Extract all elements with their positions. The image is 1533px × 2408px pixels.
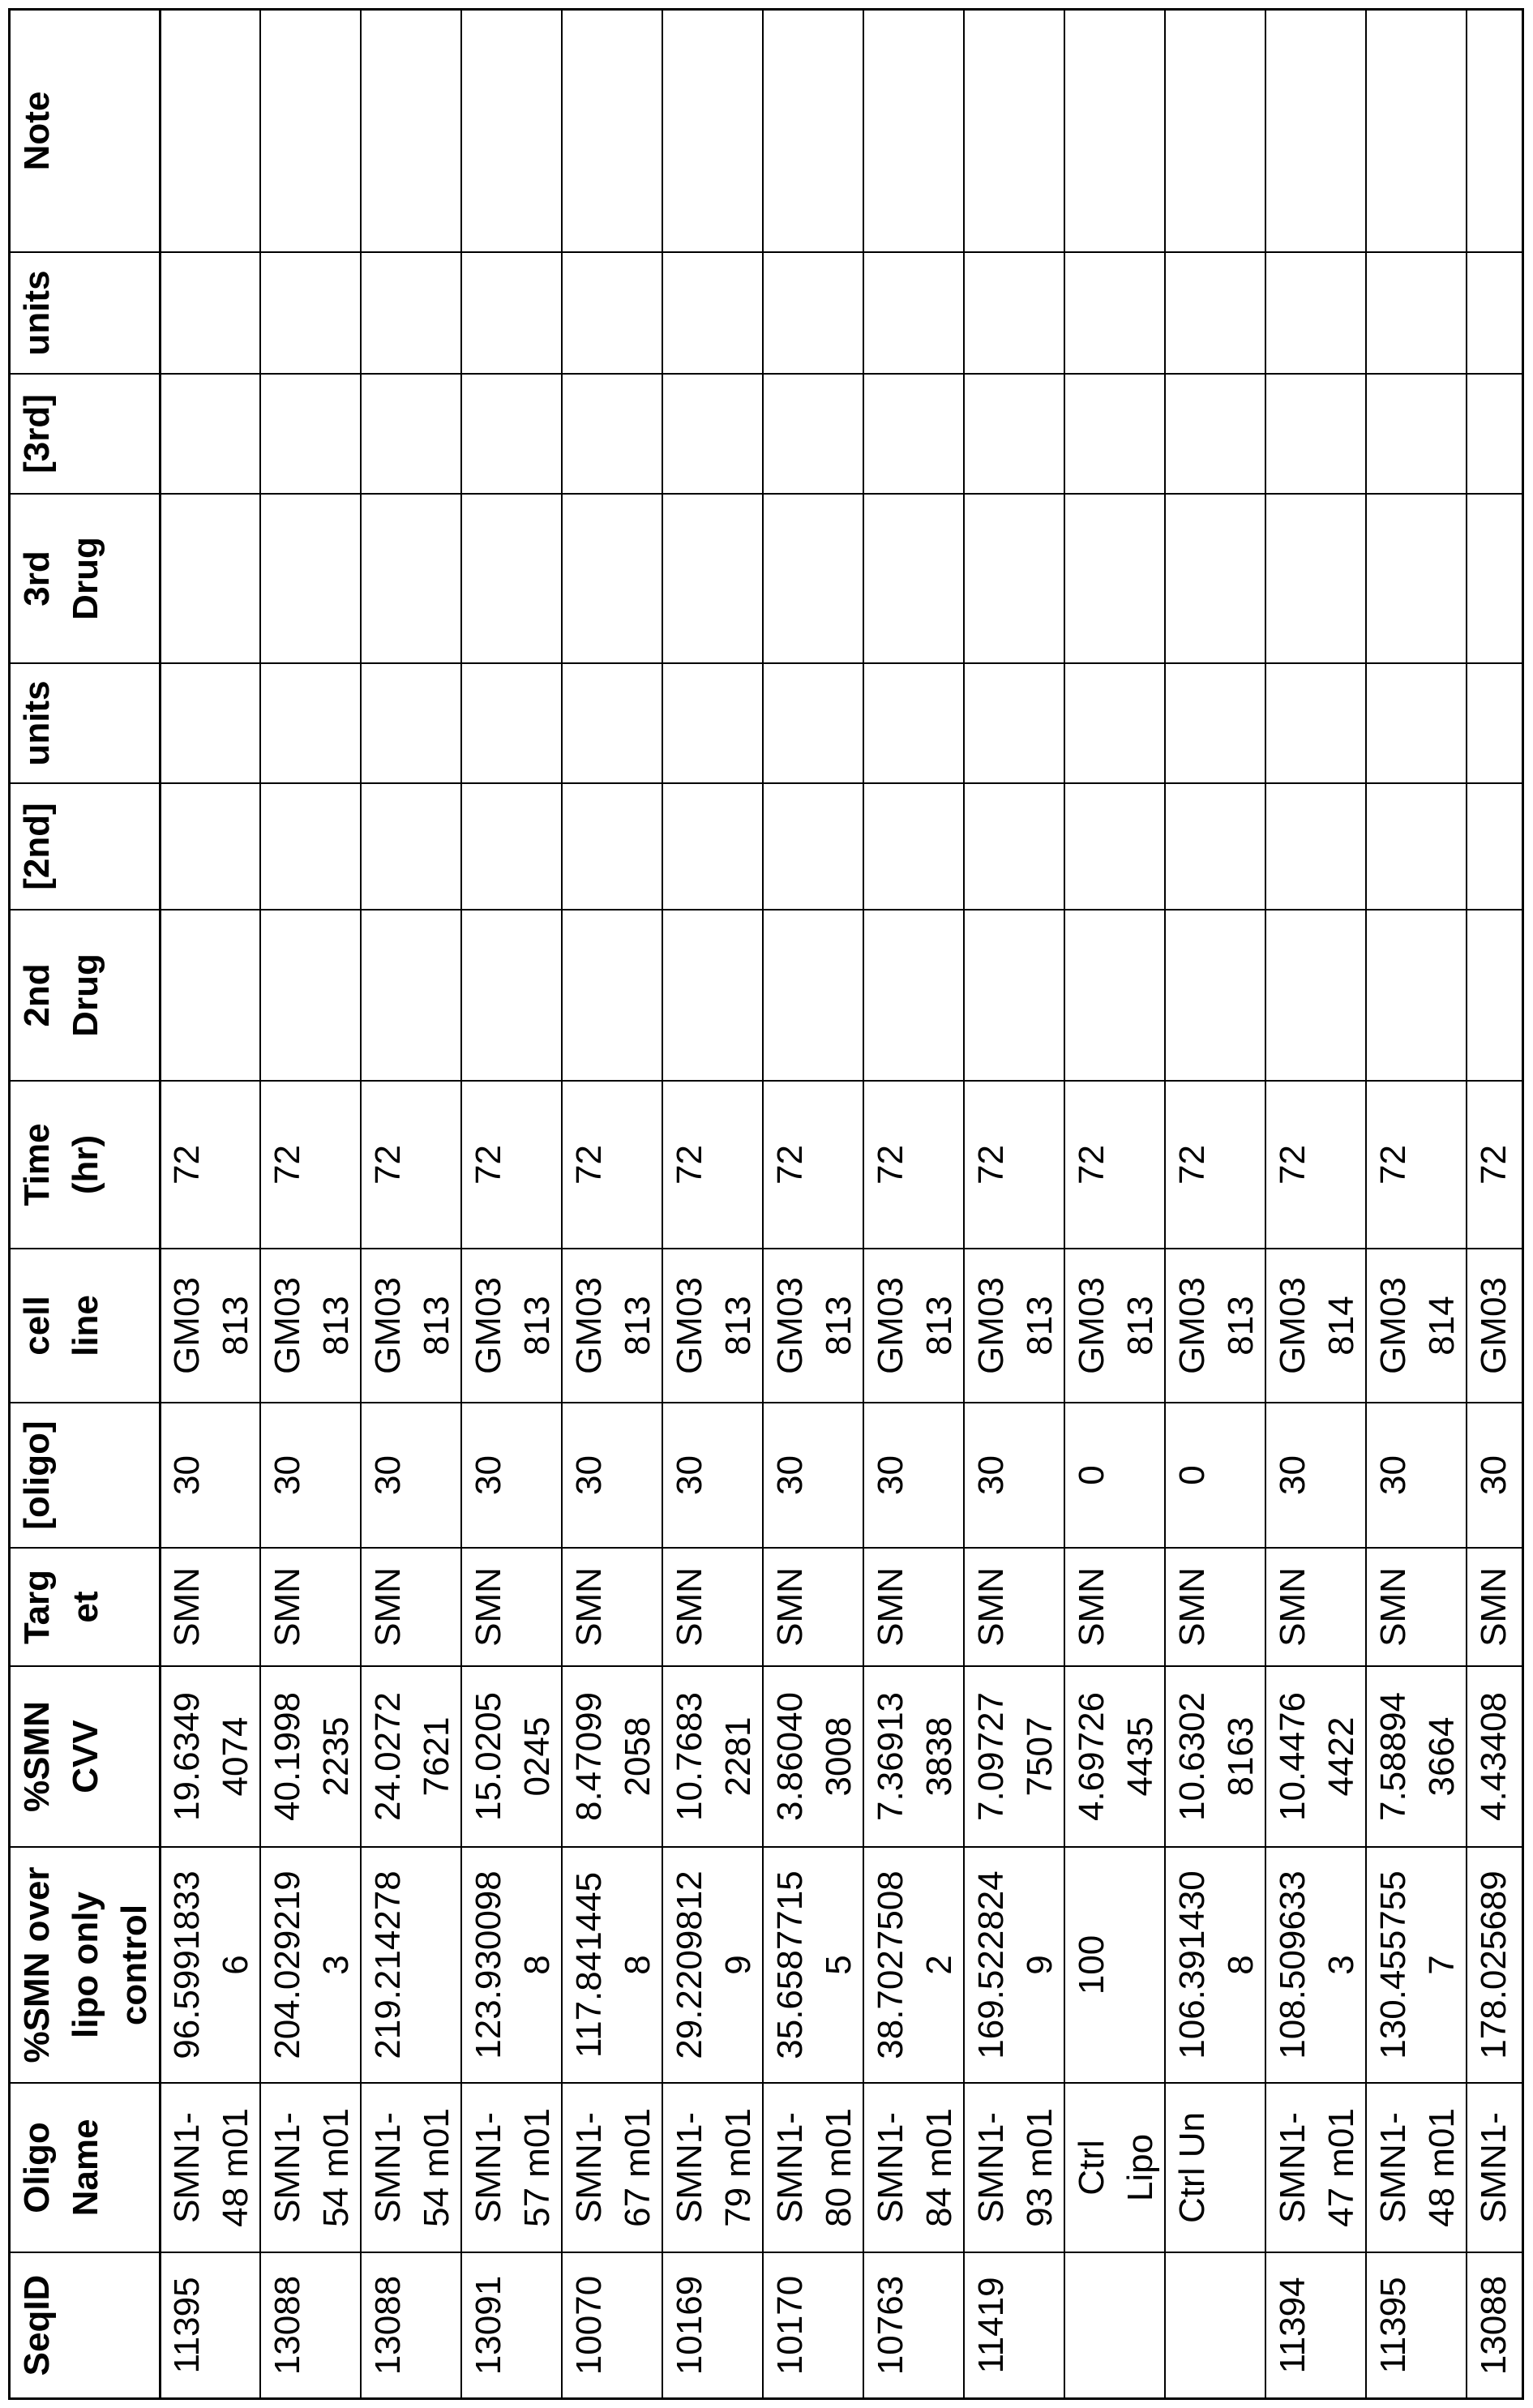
cell-target: SMN bbox=[764, 1549, 863, 1665]
cell-conc-3 bbox=[1065, 375, 1164, 493]
cell-note bbox=[965, 11, 1064, 251]
cell-pct-smn-cvv: 10.4476 4422 bbox=[1266, 1667, 1365, 1846]
cell-target: SMN bbox=[1266, 1549, 1365, 1665]
cell-drug-2 bbox=[462, 910, 561, 1080]
cell-pct-smn-over-lipo: 108.509633 3 bbox=[1266, 1848, 1365, 2082]
cell-conc-2 bbox=[1266, 784, 1365, 909]
cell-pct-smn-cvv: 10.6302 8163 bbox=[1166, 1667, 1265, 1846]
cell-units-3 bbox=[1065, 253, 1164, 373]
cell-time-hr: 72 bbox=[161, 1082, 259, 1248]
cell-conc-2 bbox=[864, 784, 963, 909]
cell-units-2 bbox=[563, 664, 662, 782]
cell-cell-line: GM03 813 bbox=[1166, 1249, 1265, 1402]
cell-time-hr: 72 bbox=[965, 1082, 1064, 1248]
cell-note bbox=[663, 11, 762, 251]
cell-time-hr: 72 bbox=[462, 1082, 561, 1248]
cell-units-3 bbox=[563, 253, 662, 373]
cell-seqid: 13088 bbox=[362, 2253, 460, 2397]
cell-note bbox=[462, 11, 561, 251]
cell-pct-smn-over-lipo: 29.2209812 9 bbox=[663, 1848, 762, 2082]
cell-units-2 bbox=[1367, 664, 1466, 782]
cell-note bbox=[161, 11, 259, 251]
cell-units-3 bbox=[462, 253, 561, 373]
column-header-time-hr: Time (hr) bbox=[11, 1082, 159, 1248]
cell-conc-2 bbox=[663, 784, 762, 909]
column-header-drug-3: 3rd Drug bbox=[11, 495, 159, 662]
cell-cell-line: GM03 813 bbox=[864, 1249, 963, 1402]
cell-oligo-name: SMN1- 47 m01 bbox=[1266, 2084, 1365, 2252]
cell-target: SMN bbox=[563, 1549, 662, 1665]
cell-drug-2 bbox=[1266, 910, 1365, 1080]
column-header-cell-line: cell line bbox=[11, 1249, 159, 1402]
cell-seqid: 10070 bbox=[563, 2253, 662, 2397]
cell-seqid: 11395 bbox=[1367, 2253, 1466, 2397]
column-header-conc-2: [2nd] bbox=[11, 784, 159, 909]
cell-time-hr: 72 bbox=[663, 1082, 762, 1248]
cell-drug-3 bbox=[563, 495, 662, 662]
cell-target: SMN bbox=[663, 1549, 762, 1665]
cell-drug-3 bbox=[864, 495, 963, 662]
cell-units-2 bbox=[965, 664, 1064, 782]
cell-pct-smn-cvv: 15.0205 0245 bbox=[462, 1667, 561, 1846]
cell-pct-smn-over-lipo: 117.841445 8 bbox=[563, 1848, 662, 2082]
cell-note bbox=[261, 11, 360, 251]
cell-time-hr: 72 bbox=[1367, 1082, 1466, 1248]
cell-pct-smn-cvv: 40.1998 2235 bbox=[261, 1667, 360, 1846]
cell-oligo-name: SMN1- 54 m01 bbox=[261, 2084, 360, 2252]
cell-pct-smn-over-lipo: 106.391430 8 bbox=[1166, 1848, 1265, 2082]
cell-pct-smn-over-lipo: 100 bbox=[1065, 1848, 1164, 2082]
cell-units-3 bbox=[864, 253, 963, 373]
cell-oligo-name: SMN1- bbox=[1467, 2084, 1522, 2252]
cell-target: SMN bbox=[161, 1549, 259, 1665]
cell-time-hr: 72 bbox=[1266, 1082, 1365, 1248]
cell-units-3 bbox=[1266, 253, 1365, 373]
cell-target: SMN bbox=[965, 1549, 1064, 1665]
cell-pct-smn-over-lipo: 96.5991833 6 bbox=[161, 1848, 259, 2082]
cell-conc-3 bbox=[965, 375, 1064, 493]
cell-conc-3 bbox=[663, 375, 762, 493]
cell-units-3 bbox=[764, 253, 863, 373]
cell-pct-smn-over-lipo: 169.522824 9 bbox=[965, 1848, 1064, 2082]
cell-pct-smn-over-lipo: 123.930098 8 bbox=[462, 1848, 561, 2082]
cell-pct-smn-cvv: 3.86040 3008 bbox=[764, 1667, 863, 1846]
cell-conc-3 bbox=[1367, 375, 1466, 493]
column-header-oligo-conc: [oligo] bbox=[11, 1403, 159, 1547]
cell-seqid: 11394 bbox=[1266, 2253, 1365, 2397]
cell-pct-smn-cvv: 19.6349 4074 bbox=[161, 1667, 259, 1846]
cell-drug-3 bbox=[362, 495, 460, 662]
cell-conc-3 bbox=[864, 375, 963, 493]
cell-oligo-name: SMN1- 93 m01 bbox=[965, 2084, 1064, 2252]
column-header-units-2: units bbox=[11, 664, 159, 782]
cell-conc-3 bbox=[462, 375, 561, 493]
cell-note bbox=[362, 11, 460, 251]
cell-drug-3 bbox=[1367, 495, 1466, 662]
cell-oligo-conc: 30 bbox=[1266, 1403, 1365, 1547]
cell-drug-2 bbox=[362, 910, 460, 1080]
cell-units-2 bbox=[864, 664, 963, 782]
cell-drug-3 bbox=[261, 495, 360, 662]
cell-drug-2 bbox=[261, 910, 360, 1080]
cell-units-2 bbox=[663, 664, 762, 782]
cell-oligo-conc: 30 bbox=[261, 1403, 360, 1547]
cell-pct-smn-over-lipo: 204.029219 3 bbox=[261, 1848, 360, 2082]
cell-cell-line: GM03 813 bbox=[1065, 1249, 1164, 1402]
cell-pct-smn-cvv: 4.69726 4435 bbox=[1065, 1667, 1164, 1846]
cell-oligo-conc: 30 bbox=[965, 1403, 1064, 1547]
cell-oligo-conc: 30 bbox=[462, 1403, 561, 1547]
cell-oligo-name: SMN1- 48 m01 bbox=[1367, 2084, 1466, 2252]
cell-note bbox=[563, 11, 662, 251]
cell-time-hr: 72 bbox=[261, 1082, 360, 1248]
cell-pct-smn-cvv: 4.43408 bbox=[1467, 1667, 1522, 1846]
cell-drug-3 bbox=[1065, 495, 1164, 662]
cell-seqid: 13088 bbox=[1467, 2253, 1522, 2397]
cell-units-3 bbox=[1367, 253, 1466, 373]
cell-oligo-name: SMN1- 80 m01 bbox=[764, 2084, 863, 2252]
cell-units-3 bbox=[1467, 253, 1522, 373]
cell-drug-2 bbox=[1367, 910, 1466, 1080]
cell-seqid: 11419 bbox=[965, 2253, 1064, 2397]
cell-units-3 bbox=[1166, 253, 1265, 373]
cell-conc-3 bbox=[563, 375, 662, 493]
cell-units-3 bbox=[362, 253, 460, 373]
cell-time-hr: 72 bbox=[362, 1082, 460, 1248]
cell-oligo-conc: 0 bbox=[1065, 1403, 1164, 1547]
cell-oligo-conc: 30 bbox=[1467, 1403, 1522, 1547]
cell-conc-2 bbox=[462, 784, 561, 909]
cell-drug-2 bbox=[764, 910, 863, 1080]
cell-conc-2 bbox=[1367, 784, 1466, 909]
cell-pct-smn-cvv: 7.36913 3838 bbox=[864, 1667, 963, 1846]
cell-drug-3 bbox=[764, 495, 863, 662]
cell-oligo-conc: 0 bbox=[1166, 1403, 1265, 1547]
cell-cell-line: GM03 814 bbox=[1266, 1249, 1365, 1402]
column-header-pct-smn-over-lipo: %SMN over lipo only control bbox=[11, 1848, 159, 2082]
cell-target: SMN bbox=[1467, 1549, 1522, 1665]
cell-cell-line: GM03 813 bbox=[563, 1249, 662, 1402]
cell-seqid: 11395 bbox=[161, 2253, 259, 2397]
column-header-note: Note bbox=[11, 11, 159, 251]
cell-target: SMN bbox=[1065, 1549, 1164, 1665]
cell-oligo-name: Ctrl Un bbox=[1166, 2084, 1265, 2252]
cell-pct-smn-over-lipo: 178.025689 bbox=[1467, 1848, 1522, 2082]
cell-pct-smn-over-lipo: 38.7027508 2 bbox=[864, 1848, 963, 2082]
cell-conc-3 bbox=[261, 375, 360, 493]
cell-target: SMN bbox=[462, 1549, 561, 1665]
cell-drug-2 bbox=[1467, 910, 1522, 1080]
cell-units-3 bbox=[663, 253, 762, 373]
cell-oligo-name: SMN1- 48 m01 bbox=[161, 2084, 259, 2252]
cell-pct-smn-cvv: 24.0272 7621 bbox=[362, 1667, 460, 1846]
cell-pct-smn-cvv: 7.58894 3664 bbox=[1367, 1667, 1466, 1846]
cell-note bbox=[1367, 11, 1466, 251]
cell-note bbox=[1467, 11, 1522, 251]
cell-conc-3 bbox=[1166, 375, 1265, 493]
cell-target: SMN bbox=[261, 1549, 360, 1665]
cell-oligo-name: SMN1- 84 m01 bbox=[864, 2084, 963, 2252]
cell-oligo-conc: 30 bbox=[764, 1403, 863, 1547]
cell-pct-smn-cvv: 10.7683 2281 bbox=[663, 1667, 762, 1846]
cell-seqid bbox=[1065, 2253, 1164, 2397]
cell-drug-3 bbox=[1166, 495, 1265, 662]
cell-drug-3 bbox=[161, 495, 259, 662]
cell-conc-2 bbox=[563, 784, 662, 909]
cell-oligo-name: Ctrl Lipo bbox=[1065, 2084, 1164, 2252]
cell-conc-3 bbox=[161, 375, 259, 493]
cell-drug-2 bbox=[161, 910, 259, 1080]
cell-oligo-conc: 30 bbox=[1367, 1403, 1466, 1547]
cell-oligo-name: SMN1- 79 m01 bbox=[663, 2084, 762, 2252]
cell-cell-line: GM03 813 bbox=[965, 1249, 1064, 1402]
cell-target: SMN bbox=[864, 1549, 963, 1665]
cell-pct-smn-over-lipo: 219.214278 bbox=[362, 1848, 460, 2082]
cell-target: SMN bbox=[1166, 1549, 1265, 1665]
column-header-conc-3: [3rd] bbox=[11, 375, 159, 493]
cell-time-hr: 72 bbox=[563, 1082, 662, 1248]
cell-drug-2 bbox=[563, 910, 662, 1080]
cell-units-2 bbox=[1166, 664, 1265, 782]
cell-cell-line: GM03 813 bbox=[161, 1249, 259, 1402]
cell-pct-smn-over-lipo: 130.455755 7 bbox=[1367, 1848, 1466, 2082]
column-header-seqid: SeqID bbox=[11, 2253, 159, 2397]
cell-pct-smn-cvv: 8.47099 2058 bbox=[563, 1667, 662, 1846]
cell-conc-3 bbox=[362, 375, 460, 493]
cell-drug-3 bbox=[663, 495, 762, 662]
cell-oligo-name: SMN1- 67 m01 bbox=[563, 2084, 662, 2252]
cell-units-2 bbox=[1266, 664, 1365, 782]
cell-seqid: 10763 bbox=[864, 2253, 963, 2397]
cell-conc-3 bbox=[1266, 375, 1365, 493]
cell-target: SMN bbox=[1367, 1549, 1466, 1665]
cell-target: SMN bbox=[362, 1549, 460, 1665]
cell-units-3 bbox=[965, 253, 1064, 373]
cell-conc-2 bbox=[1166, 784, 1265, 909]
cell-drug-3 bbox=[462, 495, 561, 662]
cell-note bbox=[864, 11, 963, 251]
cell-drug-2 bbox=[965, 910, 1064, 1080]
data-table bbox=[8, 8, 1524, 2400]
cell-oligo-conc: 30 bbox=[161, 1403, 259, 1547]
cell-cell-line: GM03 bbox=[1467, 1249, 1522, 1402]
cell-oligo-conc: 30 bbox=[362, 1403, 460, 1547]
cell-cell-line: GM03 813 bbox=[362, 1249, 460, 1402]
cell-time-hr: 72 bbox=[864, 1082, 963, 1248]
cell-note bbox=[1266, 11, 1365, 251]
cell-cell-line: GM03 813 bbox=[663, 1249, 762, 1402]
cell-units-2 bbox=[462, 664, 561, 782]
cell-conc-2 bbox=[965, 784, 1064, 909]
cell-oligo-conc: 30 bbox=[663, 1403, 762, 1547]
cell-conc-2 bbox=[161, 784, 259, 909]
cell-pct-smn-cvv: 7.09727 7507 bbox=[965, 1667, 1064, 1846]
cell-drug-2 bbox=[864, 910, 963, 1080]
cell-units-2 bbox=[261, 664, 360, 782]
cell-drug-3 bbox=[1467, 495, 1522, 662]
cell-conc-3 bbox=[1467, 375, 1522, 493]
cell-oligo-name: SMN1- 57 m01 bbox=[462, 2084, 561, 2252]
cell-time-hr: 72 bbox=[1065, 1082, 1164, 1248]
cell-seqid: 13088 bbox=[261, 2253, 360, 2397]
cell-units-2 bbox=[1467, 664, 1522, 782]
cell-units-2 bbox=[362, 664, 460, 782]
cell-seqid: 10169 bbox=[663, 2253, 762, 2397]
cell-cell-line: GM03 813 bbox=[764, 1249, 863, 1402]
cell-drug-3 bbox=[965, 495, 1064, 662]
cell-units-2 bbox=[161, 664, 259, 782]
column-header-units-3: units bbox=[11, 253, 159, 373]
cell-drug-2 bbox=[1065, 910, 1164, 1080]
cell-time-hr: 72 bbox=[1467, 1082, 1522, 1248]
cell-note bbox=[764, 11, 863, 251]
cell-units-3 bbox=[161, 253, 259, 373]
column-header-oligo-name: Oligo Name bbox=[11, 2084, 159, 2252]
cell-conc-2 bbox=[1467, 784, 1522, 909]
cell-drug-2 bbox=[1166, 910, 1265, 1080]
cell-note bbox=[1065, 11, 1164, 251]
cell-conc-2 bbox=[764, 784, 863, 909]
cell-conc-2 bbox=[261, 784, 360, 909]
cell-drug-2 bbox=[663, 910, 762, 1080]
cell-seqid bbox=[1166, 2253, 1265, 2397]
cell-cell-line: GM03 813 bbox=[261, 1249, 360, 1402]
rotated-page bbox=[8, 8, 1524, 2400]
cell-conc-2 bbox=[362, 784, 460, 909]
column-header-target: Targ et bbox=[11, 1549, 159, 1665]
cell-seqid: 13091 bbox=[462, 2253, 561, 2397]
cell-oligo-conc: 30 bbox=[864, 1403, 963, 1547]
cell-oligo-conc: 30 bbox=[563, 1403, 662, 1547]
cell-units-2 bbox=[1065, 664, 1164, 782]
column-header-pct-smn-cvv: %SMN CVV bbox=[11, 1667, 159, 1846]
cell-units-2 bbox=[764, 664, 863, 782]
cell-conc-3 bbox=[764, 375, 863, 493]
cell-seqid: 10170 bbox=[764, 2253, 863, 2397]
cell-pct-smn-over-lipo: 35.6587715 5 bbox=[764, 1848, 863, 2082]
cell-cell-line: GM03 813 bbox=[462, 1249, 561, 1402]
cell-cell-line: GM03 814 bbox=[1367, 1249, 1466, 1402]
cell-conc-2 bbox=[1065, 784, 1164, 909]
cell-time-hr: 72 bbox=[1166, 1082, 1265, 1248]
cell-oligo-name: SMN1- 54 m01 bbox=[362, 2084, 460, 2252]
cell-time-hr: 72 bbox=[764, 1082, 863, 1248]
cell-note bbox=[1166, 11, 1265, 251]
cell-units-3 bbox=[261, 253, 360, 373]
cell-drug-3 bbox=[1266, 495, 1365, 662]
column-header-drug-2: 2nd Drug bbox=[11, 910, 159, 1080]
